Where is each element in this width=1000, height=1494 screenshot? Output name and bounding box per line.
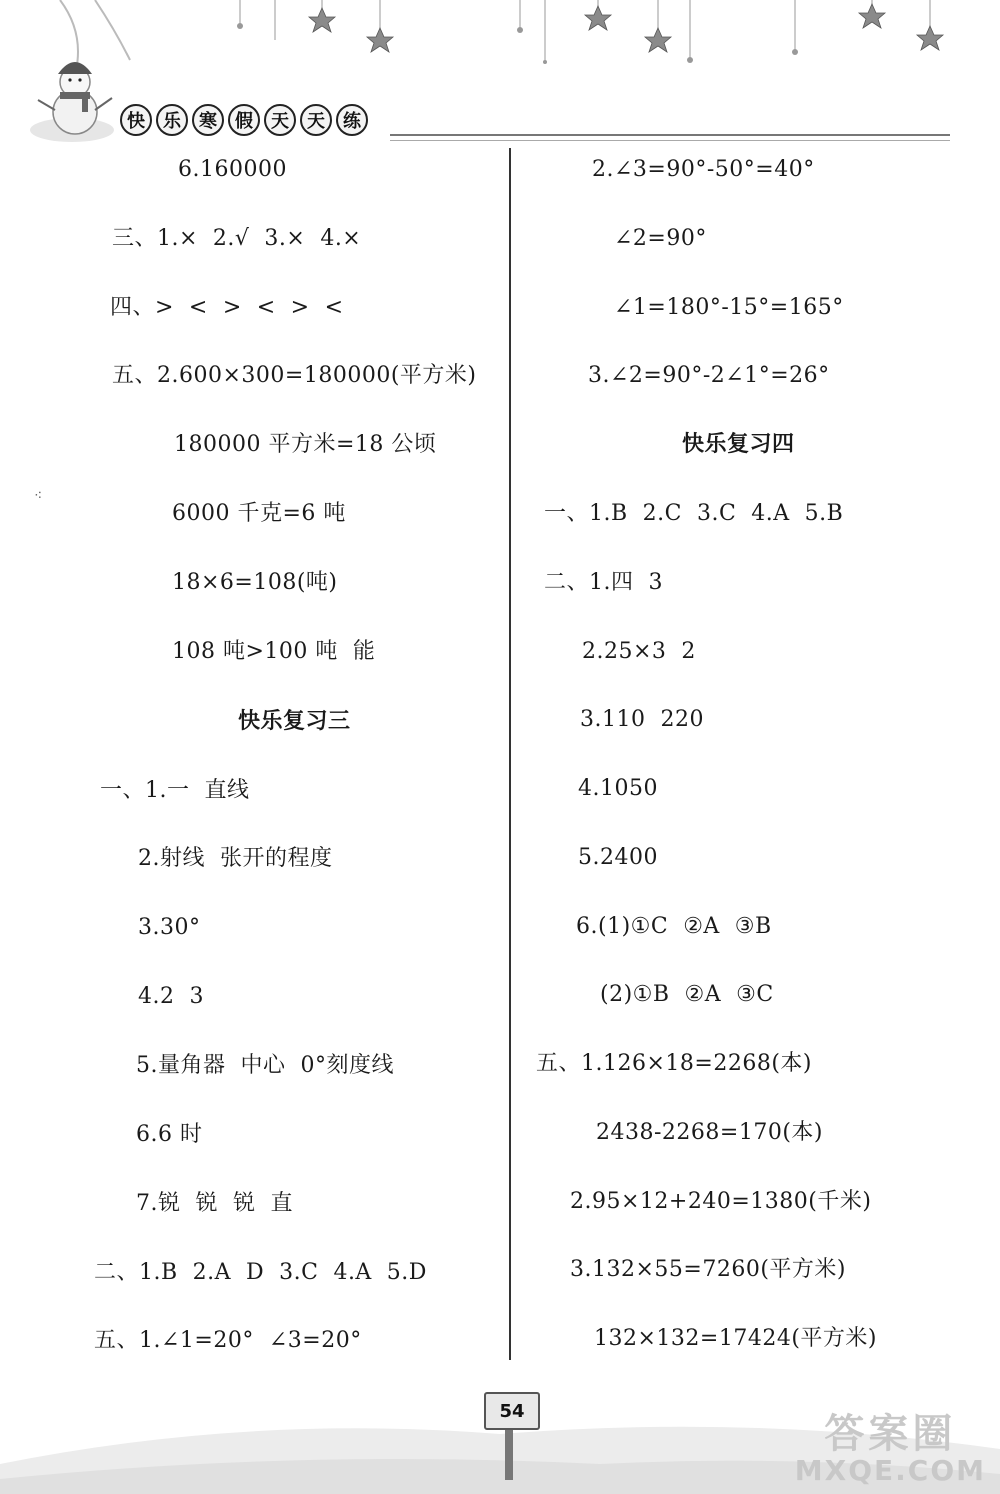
answer-line: 五、1.∠1=20° ∠3=20° (94, 1328, 362, 1353)
answer-line: 18×6=108(吨) (172, 570, 338, 595)
answer-line: 二、1.四 3 (544, 570, 663, 595)
answer-line: 2.95×12+240=1380(千米) (570, 1189, 872, 1214)
snowman-icon (30, 62, 114, 142)
title-char: 快 (120, 104, 152, 136)
answer-line: (2)①B ②A ③C (600, 982, 774, 1007)
answer-line: 一、1.B 2.C 3.C 4.A 5.B (544, 501, 844, 526)
star-icons (309, 4, 943, 52)
watermark-bottom: MXQE.COM (794, 1454, 986, 1487)
answer-line: 五、2.600×300=180000(平方米) (112, 363, 477, 388)
answer-line: 3.132×55=7260(平方米) (570, 1257, 846, 1282)
title-char: 练 (336, 104, 368, 136)
section-heading: 快乐复习四 (682, 432, 795, 457)
title-char: 寒 (192, 104, 224, 136)
answer-line: 3.∠2=90°-2∠1°=26° (588, 363, 830, 388)
answer-line: 4.2 3 (138, 984, 204, 1009)
answer-line: ∠1=180°-15°=165° (614, 295, 844, 320)
header-title (120, 104, 368, 136)
answer-line: 5.2400 (578, 845, 658, 870)
answer-line: 三、1.× 2.√ 3.× 4.× (112, 226, 362, 251)
answer-line: 180000 平方米=18 公顷 (174, 432, 437, 457)
answer-line: 2.射线 张开的程度 (138, 846, 333, 871)
answer-line: 2.25×3 2 (582, 639, 696, 664)
answer-line: 五、1.126×18=2268(本) (536, 1051, 812, 1076)
answer-line: 5.量角器 中心 0°刻度线 (136, 1053, 394, 1078)
page-number: 54 (484, 1392, 540, 1430)
answer-line: 2.∠3=90°-50°=40° (592, 157, 815, 182)
answer-line: 6.(1)①C ②A ③B (576, 914, 772, 939)
answer-line: 3.110 220 (580, 707, 704, 732)
answer-line: 132×132=17424(平方米) (594, 1326, 878, 1351)
answer-line: 4.1050 (578, 776, 658, 801)
answer-line: 6000 千克=6 吨 (172, 501, 346, 526)
answer-line: 二、1.B 2.A D 3.C 4.A 5.D (94, 1260, 427, 1285)
answer-line: 7.锐 锐 锐 直 (136, 1191, 293, 1216)
answer-line: 2438-2268=170(本) (596, 1120, 824, 1145)
answer-line: ∠2=90° (614, 226, 707, 251)
watermark-top: 答案圈 (824, 1411, 957, 1457)
title-char: 假 (228, 104, 260, 136)
answer-line: 6.160000 (178, 157, 287, 182)
answer-line: 3.30° (138, 915, 201, 940)
title-char: 天 (300, 104, 332, 136)
answer-line: 6.6 时 (136, 1122, 203, 1147)
column-divider (509, 148, 511, 1360)
header-rule (390, 134, 950, 141)
answer-line: 108 吨>100 吨 能 (172, 639, 376, 664)
answer-line: 四、> < > < > < (110, 295, 344, 320)
section-heading: 快乐复习三 (238, 709, 351, 734)
answer-line: 一、1.一 直线 (100, 778, 250, 803)
watermark (795, 1412, 986, 1486)
title-char: 乐 (156, 104, 188, 136)
title-char: 天 (264, 104, 296, 136)
scan-mark: ⁖ (34, 488, 43, 504)
